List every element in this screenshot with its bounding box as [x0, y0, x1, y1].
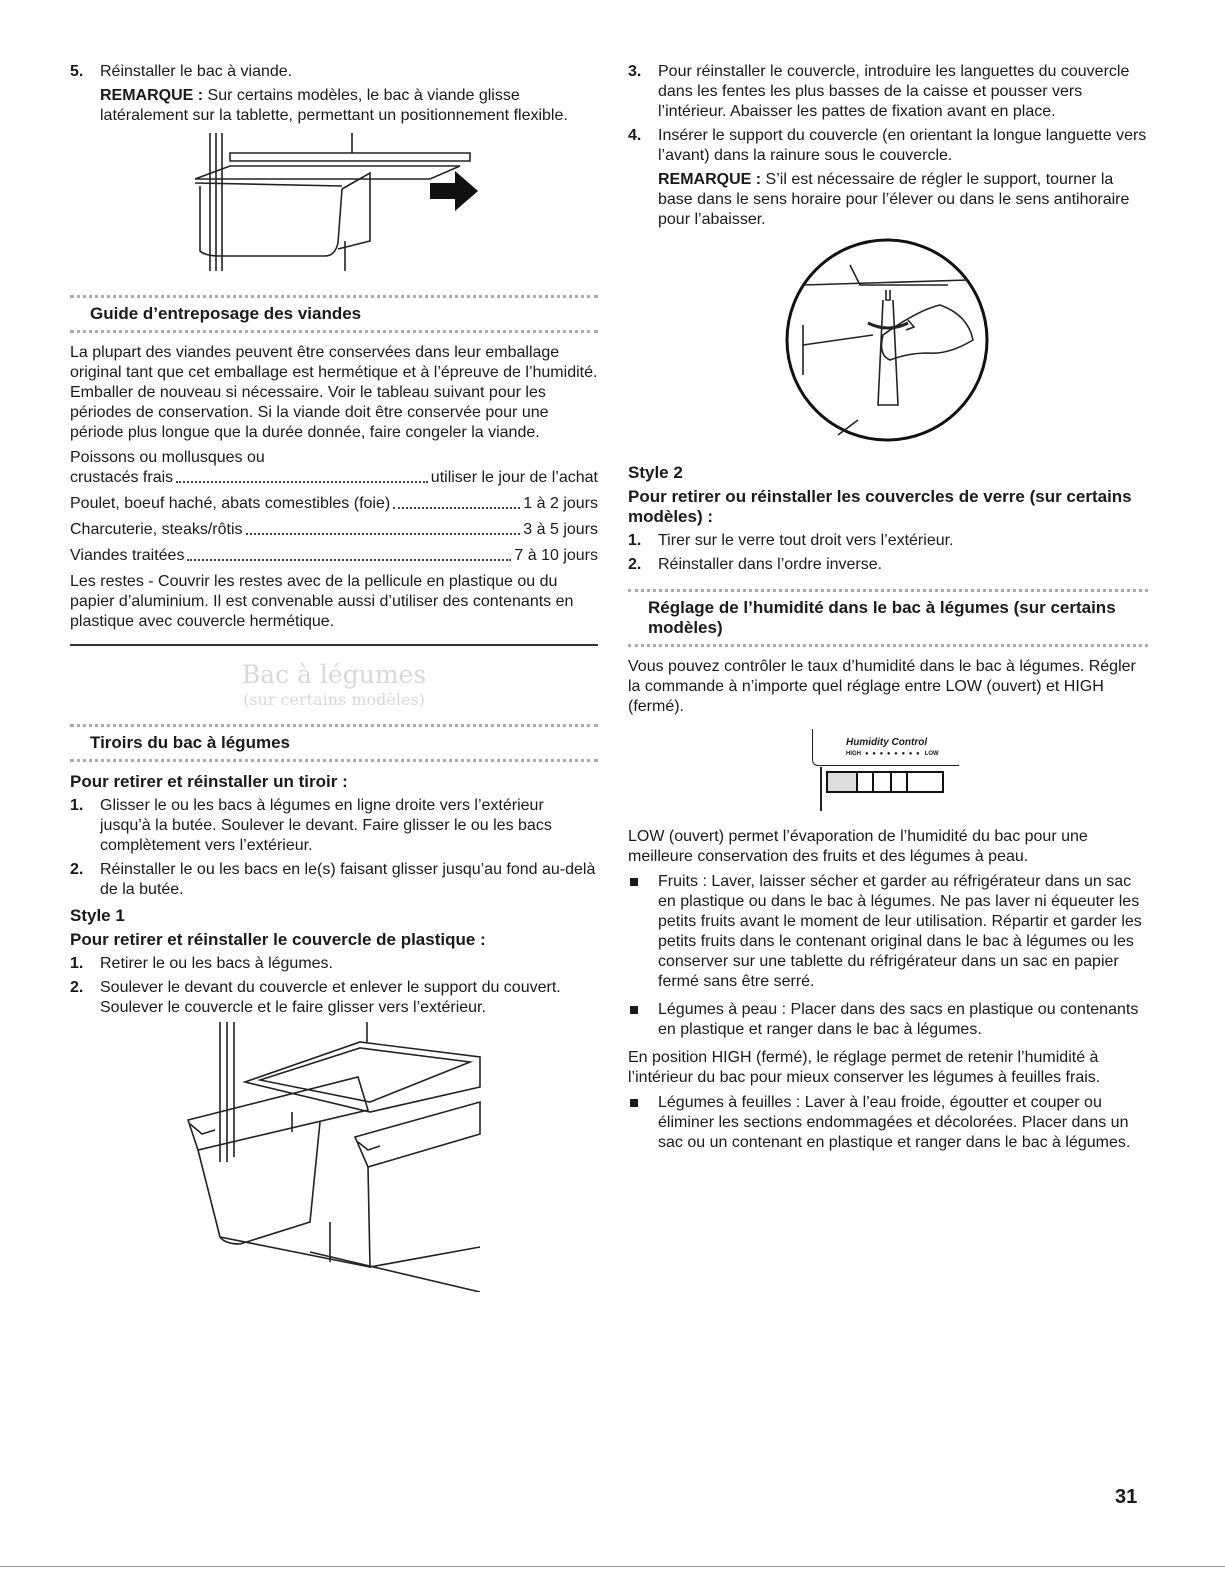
step-number: 3.: [628, 63, 642, 80]
step-text: Réinstaller le ou les bacs en le(s) faisant glisser jusqu’au fond au-delà de la butée.: [100, 861, 596, 898]
step-number: 4.: [628, 127, 642, 144]
page-number: 31: [1115, 1486, 1138, 1508]
meat-drawer-illustration: [70, 131, 598, 281]
humidity-slider[interactable]: [826, 771, 944, 793]
plastic-cover-subheading: Pour retirer et réinstaller le couvercle de plastique :: [70, 930, 486, 949]
bullet-icon: [630, 878, 638, 886]
high-setting-text: En position HIGH (fermé), le réglage permet de retenir l’humidité à l’intérieur du bac pour mieux conserver les légumes à feuilles frais.: [628, 1049, 1101, 1086]
humidity-control-illustration: [628, 723, 1148, 819]
humidity-intro: Vous pouvez contrôler le taux d’humidité dans le bac à légumes. Régler la commande à n’importe quel réglage entre LOW (ouvert) et HIGH (fermé).: [628, 658, 1136, 715]
humidity-low-label: LOW: [924, 751, 939, 757]
step: [70, 796, 598, 856]
fish-line: Poissons ou mollusques ou: [70, 449, 265, 466]
section-divider: [70, 644, 598, 646]
remark-support: [628, 170, 1148, 230]
storage-row: [70, 468, 598, 488]
bullet-icon: [630, 1099, 638, 1107]
step-number: 5.: [70, 63, 84, 80]
meat-guide-heading: Guide d’entreposage des viandes: [70, 295, 598, 333]
humidity-scale-dots: ● ● ● ● ● ● ● ●: [865, 751, 921, 757]
section-subtitle: (sur certains modèles): [243, 690, 425, 709]
low-setting-text: LOW (ouvert) permet l’évaporation de l’humidité du bac pour une meilleure conservation des fruits et des légumes à peau.: [628, 828, 1088, 865]
remark-text: Sur certains modèles, le bac à viande glisse latéralement sur la tablette, permettant un positionnement flexible.: [100, 87, 568, 124]
step-number: 2.: [70, 861, 84, 878]
step-text: Tirer sur le verre tout droit vers l’extérieur.: [658, 532, 954, 549]
step: [70, 860, 598, 900]
section-title: Bac à légumes: [241, 660, 427, 689]
step-number: 2.: [70, 979, 84, 996]
style-1-label: Style 1: [70, 906, 125, 925]
step-5: [70, 62, 598, 82]
storage-row: [70, 520, 598, 540]
step-number: 1.: [70, 797, 84, 814]
remark-label: REMARQUE :: [100, 87, 204, 104]
bullet-item: [628, 872, 1148, 992]
glass-cover-subheading: Pour retirer ou réinstaller les couvercles de verre (sur certains modèles) :: [628, 487, 1132, 526]
step-text: Soulever le devant du couvercle et enlever le support du couvert. Soulever le couvercle et le faire glisser vers l’extérieur.: [100, 979, 561, 1016]
left-column: [70, 62, 598, 1292]
crisper-drawers-illustration: [70, 1022, 598, 1292]
storage-duration: 7 à 10 jours: [514, 547, 598, 564]
step-3: [628, 62, 1148, 122]
meat-guide-intro: La plupart des viandes peuvent être conservées dans leur emballage original tant que cet emballage est hermétique et à l’épreuve de l’humidité. Emballer de nouveau si nécessaire. Voir le tableau suivant pour les périodes de conservation. Si la viande doit être conservée pour une période plus longue que la durée donnée, faire congeler la viande.: [70, 344, 598, 441]
step: [70, 978, 598, 1018]
drawers-heading: Tiroirs du bac à légumes: [70, 724, 598, 762]
bullet-item: [628, 1000, 1148, 1040]
style-2-label: Style 2: [628, 463, 683, 482]
step-text: Réinstaller dans l’ordre inverse.: [658, 556, 883, 573]
step-number: 1.: [628, 532, 642, 549]
step-number: 1.: [70, 955, 84, 972]
remove-drawer-subheading: Pour retirer et réinstaller un tiroir :: [70, 772, 348, 791]
storage-item: Poulet, boeuf haché, abats comestibles (foie): [70, 495, 391, 512]
storage-item: Viandes traitées: [70, 547, 185, 564]
storage-item: crustacés frais: [70, 469, 174, 486]
bullet-icon: [630, 1006, 638, 1014]
bullet-text: Légumes à peau : Placer dans des sacs en plastique ou contenants en plastique et ranger dans le bac à légumes.: [658, 1001, 1139, 1038]
cover-support-illustration: [628, 235, 1148, 455]
remark-text: S’il est nécessaire de régler le support, tourner la base dans le sens horaire pour l’élever ou dans le sens antihoraire pour l’abaisser.: [658, 171, 1130, 228]
bullet-text: Légumes à feuilles : Laver à l’eau froide, égoutter et couper ou éliminer les sections endommagées et décolorées. Placer dans un sac ou un contenant en plastique et ranger dans le bac à légumes.: [658, 1094, 1131, 1151]
step-text: Réinstaller le bac à viande.: [100, 63, 293, 80]
page-bottom-rule: [0, 1566, 1225, 1567]
step-4: [628, 126, 1148, 166]
storage-item: Charcuterie, steaks/rôtis: [70, 521, 243, 538]
step-number: 2.: [628, 556, 642, 573]
step: [628, 555, 1148, 575]
step: [628, 531, 1148, 551]
step: [70, 954, 598, 974]
humidity-control-label: Humidity Control: [846, 737, 928, 748]
step-text: Insérer le support du couvercle (en orientant la longue languette vers l’avant) dans la rainure sous le couvercle.: [658, 127, 1147, 164]
right-column: [628, 62, 1148, 1161]
bullet-item: [628, 1093, 1148, 1153]
step-text: Retirer le ou les bacs à légumes.: [100, 955, 333, 972]
leftovers-text: Les restes - Couvrir les restes avec de la pellicule en plastique ou du papier d’aluminium. Il est convenable aussi d’utiliser des contenants en plastique avec couvercle hermétique.: [70, 573, 574, 630]
storage-duration: 3 à 5 jours: [523, 521, 598, 538]
storage-row: [70, 494, 598, 514]
remark-meat-drawer: [70, 86, 598, 126]
remark-label: REMARQUE :: [658, 171, 762, 188]
storage-duration: utiliser le jour de l’achat: [430, 469, 598, 486]
bullet-text: Fruits : Laver, laisser sécher et garder au réfrigérateur dans un sac en plastique ou dans le bac à légumes. Ne pas laver ni équeuter les petits fruits avant le moment de leur utilisation. Répartir et garder les petits fruits dans le contenant original dans le bac à légumes ou les conserver sur une tablette du réfrigérateur dans un sac en papier fermé sans être serré.: [658, 873, 1142, 990]
storage-row: [70, 546, 598, 566]
humidity-heading: Réglage de l’humidité dans le bac à légumes (sur certains modèles): [628, 589, 1148, 647]
step-text: Glisser le ou les bacs à légumes en ligne droite vers l’extérieur jusqu’à la butée. Soulever le devant. Faire glisser le ou les bacs complètement vers l’extérieur.: [100, 797, 552, 854]
storage-duration: 1 à 2 jours: [523, 495, 598, 512]
humidity-high-label: HIGH: [846, 751, 861, 757]
humidity-slider-handle[interactable]: [858, 773, 874, 791]
step-text: Pour réinstaller le couvercle, introduire les languettes du couvercle dans les fentes les plus basses de la caisse et pousser vers l’intérieur. Abaisser les pattes de fixation avant en place.: [658, 63, 1130, 120]
